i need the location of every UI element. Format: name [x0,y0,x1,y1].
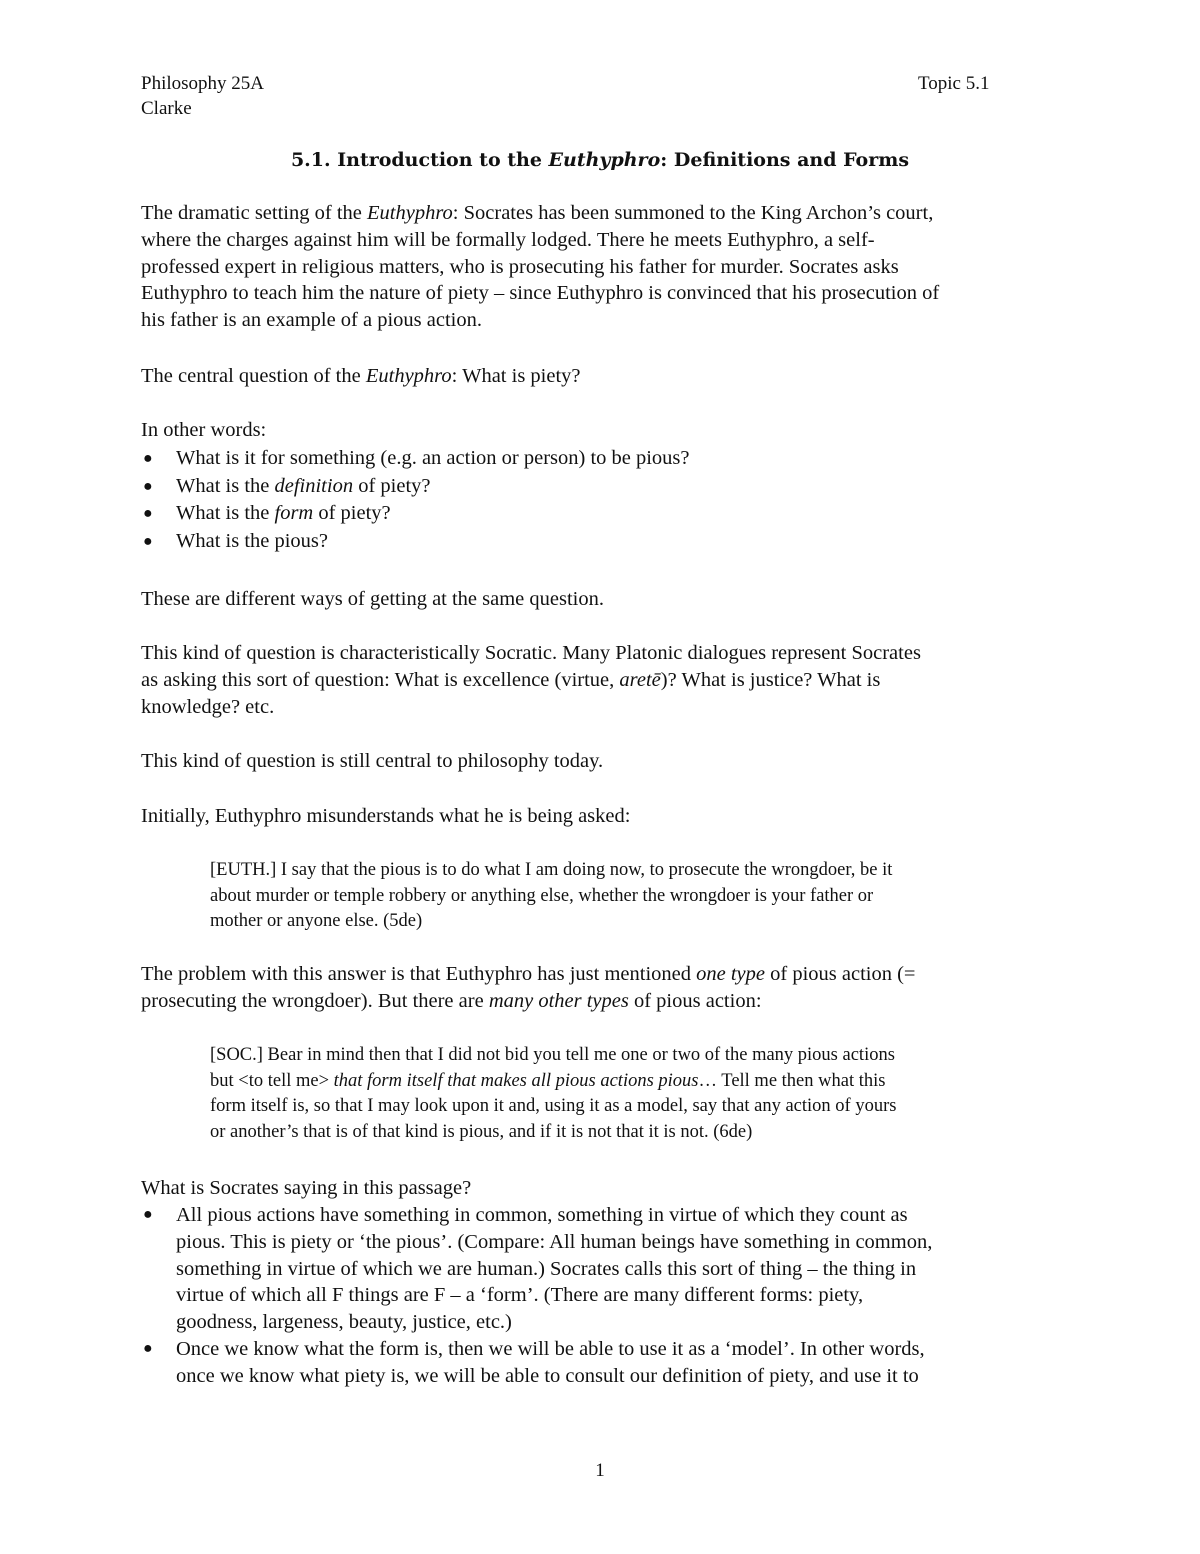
block-quote-euthyphro: [EUTH.] I say that the pious is to do what I am doing now, to prosecute the wrongdoer, be it about murder or temple robbery or anything else, whether the wrongdoer is your father or mother or anyone else. (5de) [210,860,893,931]
paragraph-still-central: This kind of question is still central to philosophy today. [141,750,604,772]
page-title: 5.1. Introduction to the Euthyphro: Definitions and Forms [290,149,910,171]
list-item: ● What is the pious? [141,528,1071,556]
block-quote-socrates: [SOC.] Bear in mind then that I did not bid you tell me one or two of the many pious actions but <to tell me> that form itself that makes all pious actions pious… Tell me then what this form itself is, so that I may look upon it and, using it as a model, say that any action of yours or another’s that is of that kind is pious, and if it is not that it is not. (6de) [210,1045,897,1142]
paragraph-different-ways: These are different ways of getting at the same question. [141,588,604,610]
topic-label: Topic 5.1 [918,73,990,94]
bullet-icon: ● [143,450,153,467]
paragraph-central-question: The central question of the Euthyphro: What is piety? [141,365,581,387]
bullet-icon: ● [143,505,153,523]
bullet-icon: ● [143,1339,153,1357]
explanation-list [141,1202,1071,1390]
list-item: ● What is the definition of piety? [141,473,1071,501]
page-number: 1 [595,1460,605,1481]
list-item: ● What is the form of piety? [141,500,1071,528]
bullet-icon: ● [143,477,153,495]
paragraph-dramatic-setting: The dramatic setting of the Euthyphro: Socrates has been summoned to the King Archon’s court, where the charges against him will be formally lodged. There he meets Euthyphro, a self- professed expert in religious matters, who is prosecuting his father for murder. Socrates asks Euthyphro to teach him the nature of piety – since Euthyphro is convinced that his prosecution of his father is an example of a pious action. [141,202,940,332]
paragraph-misunderstands: Initially, Euthyphro misunderstands what he is being asked: [141,805,631,827]
list-item: ● All pious actions have something in common, something in virtue of which they count as pious. This is piety or ‘the pious’. (Compare: All human beings have something in common, something in virtue of which we are human.) Socrates calls this sort of thing – the thing in virtue of which all F things are F – a ‘form’. (There are many different forms: piety, goodness, largeness, beauty, justice, etc.) [143,1204,933,1334]
question-list [141,445,1071,555]
author-label: Clarke [141,98,192,119]
course-label: Philosophy 25A [141,73,264,94]
list-item: ● What is it for something (e.g. an action or person) to be pious? [141,445,1071,473]
paragraph-problem: The problem with this answer is that Euthyphro has just mentioned one type of pious action (= prosecuting the wrongdoer). But there are many other types of pious action: [141,963,916,1012]
paragraph-socratic-question: This kind of question is characteristically Socratic. Many Platonic dialogues represent Socrates as asking this sort of question: What is excellence (virtue, aretē)? What is justice? What is knowledge? etc. [141,642,921,718]
list-item: ● Once we know what the form is, then we will be able to use it as a ‘model’. In other words, once we know what piety is, we will be able to consult our definition of piety, and use it to [143,1337,925,1387]
paragraph-in-other-words: In other words: [141,419,267,441]
paragraph-what-is-socrates-saying: What is Socrates saying in this passage? [141,1177,472,1199]
bullet-icon: ● [143,1206,153,1223]
bullet-icon: ● [143,532,153,550]
